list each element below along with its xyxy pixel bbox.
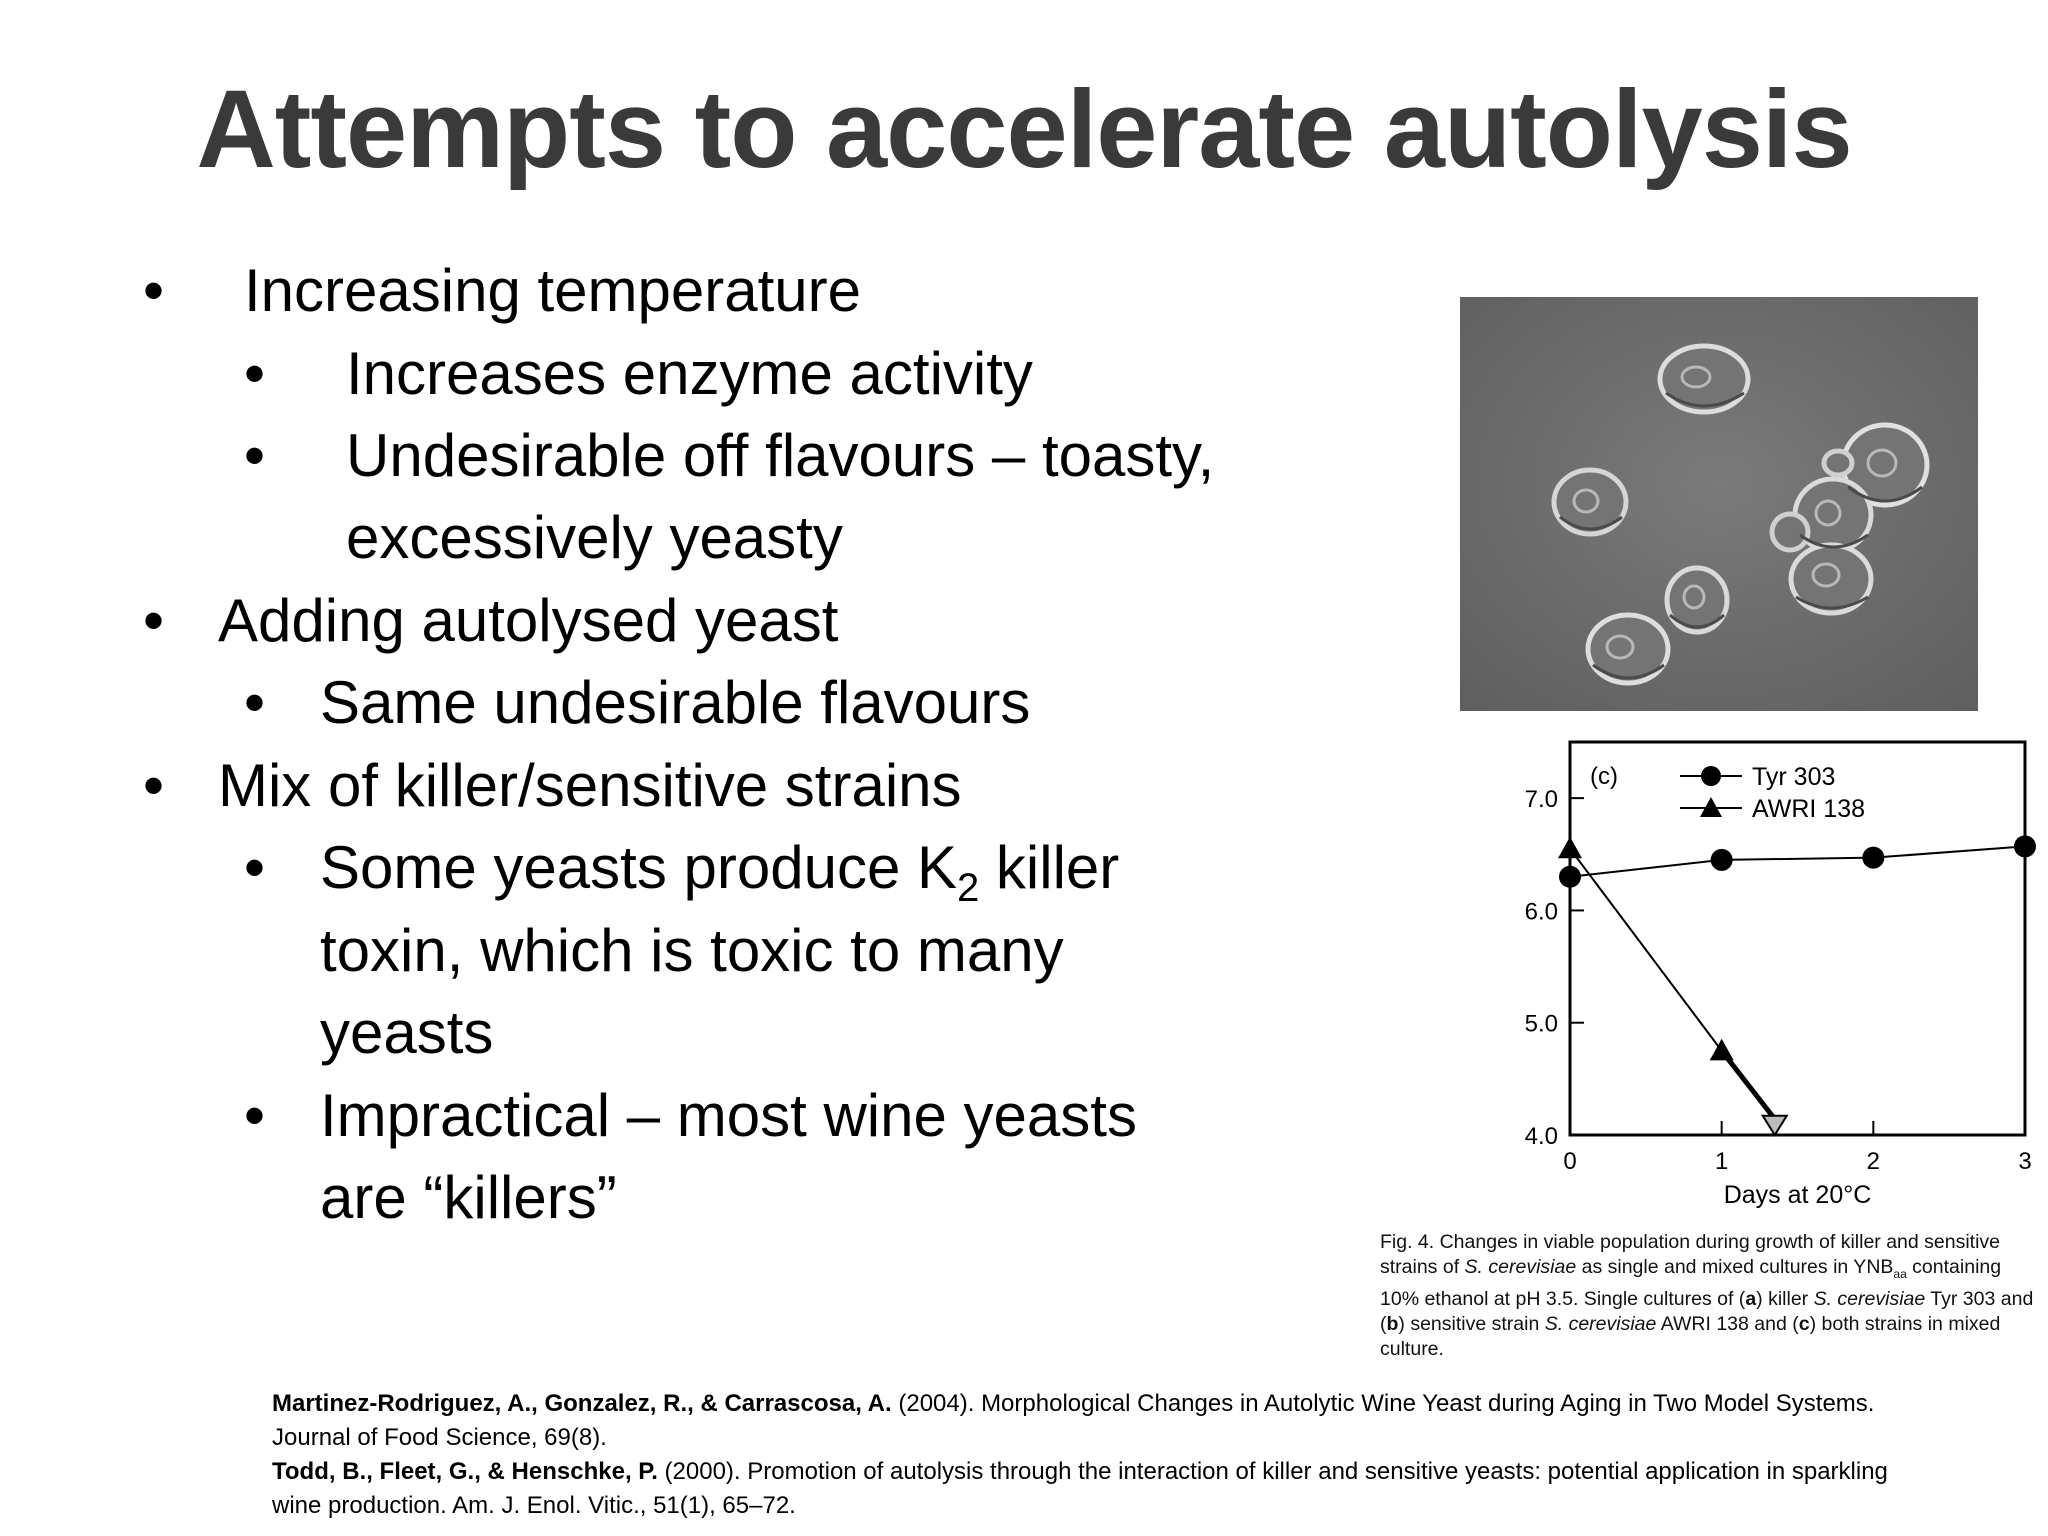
figure-caption bbox=[1380, 1230, 2040, 1362]
series-line bbox=[1722, 1051, 1775, 1119]
caption-segment: containing 10% ethanol at pH 3.5. Single cultures of ( bbox=[1380, 1256, 2002, 1310]
bullet-item-continuation: yeasts bbox=[320, 999, 494, 1066]
bullet-dot: • bbox=[143, 752, 165, 819]
legend-marker-circle bbox=[1701, 766, 1721, 786]
y-tick-label: 4.0 bbox=[1524, 1123, 1558, 1150]
caption-segment: S. cerevisiae bbox=[1544, 1312, 1657, 1335]
bullet-item-continuation: are “killers” bbox=[320, 1164, 617, 1231]
bullet-dot: • bbox=[244, 834, 266, 901]
bullet-item: Undesirable off flavours – toasty, bbox=[346, 422, 1215, 489]
subscript: 2 bbox=[957, 866, 980, 910]
bullet-dot: • bbox=[244, 340, 266, 407]
caption-segment: aa bbox=[1893, 1266, 1907, 1281]
bullet-dot: • bbox=[143, 257, 165, 324]
legend-label: AWRI 138 bbox=[1752, 795, 1866, 823]
x-tick-label: 1 bbox=[1714, 1148, 1729, 1175]
bullet-dot: • bbox=[244, 669, 266, 736]
bullet-item: Impractical – most wine yeasts bbox=[320, 1082, 1137, 1149]
caption-segment: ) sensitive strain bbox=[1398, 1312, 1545, 1335]
caption-segment: as single and mixed cultures in YNB bbox=[1576, 1256, 1894, 1278]
reference-details: (2004). Morphological Changes in Autolytic Wine Yeast during Aging in Two Model Systems. Journal of Food Science, 69(8). bbox=[272, 1390, 1875, 1451]
reference-authors: Martinez-Rodriguez, A., Gonzalez, R., & Carrascosa, A. bbox=[272, 1390, 892, 1417]
y-tick-label: 6.0 bbox=[1524, 898, 1558, 926]
bullet-item: Increasing temperature bbox=[244, 257, 861, 324]
reference-item bbox=[272, 1455, 1912, 1523]
caption-segment: ) both strains in mixed culture. bbox=[1380, 1312, 2001, 1360]
caption-segment: Tyr 303 and ( bbox=[1380, 1287, 2034, 1335]
bullet-item-continuation: toxin, which is toxic to many bbox=[320, 917, 1064, 984]
bullet-text: killer bbox=[979, 834, 1120, 901]
caption-segment: Fig. 4. Changes in viable population during growth of killer and sensitive strains of bbox=[1380, 1231, 2001, 1278]
references bbox=[272, 1387, 1912, 1523]
data-point-circle bbox=[1711, 849, 1733, 871]
caption-segment: a bbox=[1745, 1287, 1757, 1310]
data-point-triangle bbox=[1710, 1039, 1734, 1061]
data-point-circle bbox=[1862, 847, 1884, 869]
y-tick-label: 5.0 bbox=[1524, 1010, 1558, 1038]
bullet-dot: • bbox=[244, 1082, 266, 1149]
x-tick-label: 2 bbox=[1866, 1148, 1881, 1175]
data-point-circle bbox=[2014, 835, 2036, 857]
caption-segment: S. cerevisiae bbox=[1464, 1256, 1577, 1278]
bullet-dot: • bbox=[244, 422, 266, 489]
caption-segment: ) killer bbox=[1756, 1287, 1814, 1310]
bullet-text: Some yeasts produce K bbox=[320, 834, 958, 901]
x-axis-label: Days at 20°C bbox=[1723, 1181, 1872, 1209]
yeast-cells-drawing bbox=[1460, 297, 1978, 711]
viable-population-chart bbox=[1440, 730, 2048, 1240]
caption-segment: AWRI 138 and ( bbox=[1656, 1312, 1799, 1335]
bullet-item: Mix of killer/sensitive strains bbox=[218, 752, 962, 819]
reference-authors: Todd, B., Fleet, G., & Henschke, P. bbox=[272, 1458, 658, 1485]
y-tick-label: 7.0 bbox=[1524, 786, 1558, 814]
caption-segment: b bbox=[1386, 1312, 1399, 1335]
x-tick-label: 0 bbox=[1563, 1148, 1577, 1175]
x-tick-label: 3 bbox=[2018, 1148, 2032, 1175]
yeast-micrograph-image bbox=[1460, 297, 1978, 711]
series-line bbox=[1570, 846, 2025, 876]
bullet-item: Same undesirable flavours bbox=[320, 669, 1031, 736]
data-point-triangle bbox=[1558, 837, 1582, 859]
data-point-arrowhead bbox=[1763, 1116, 1787, 1135]
bullet-item: Increases enzyme activity bbox=[346, 340, 1033, 407]
legend-label: Tyr 303 bbox=[1752, 763, 1836, 791]
slide-title: Attempts to accelerate autolysis bbox=[196, 68, 1852, 191]
reference-details: (2000). Promotion of autolysis through the interaction of killer and sensitive yeasts: potential application in sparkling wine production. Am. J. Enol. Vitic., 51(1), 65–72. bbox=[272, 1458, 1888, 1519]
bullet-dot: • bbox=[143, 587, 165, 654]
reference-item bbox=[272, 1387, 1912, 1455]
caption-segment: c bbox=[1798, 1312, 1810, 1335]
panel-label: (c) bbox=[1590, 763, 1618, 790]
line-chart-svg bbox=[1440, 730, 2048, 1240]
series-line bbox=[1570, 849, 1722, 1051]
caption-segment: S. cerevisiae bbox=[1813, 1287, 1926, 1310]
bullet-item: Adding autolysed yeast bbox=[218, 587, 839, 654]
data-point-circle bbox=[1559, 866, 1581, 888]
bullet-item-continuation: excessively yeasty bbox=[346, 504, 843, 571]
